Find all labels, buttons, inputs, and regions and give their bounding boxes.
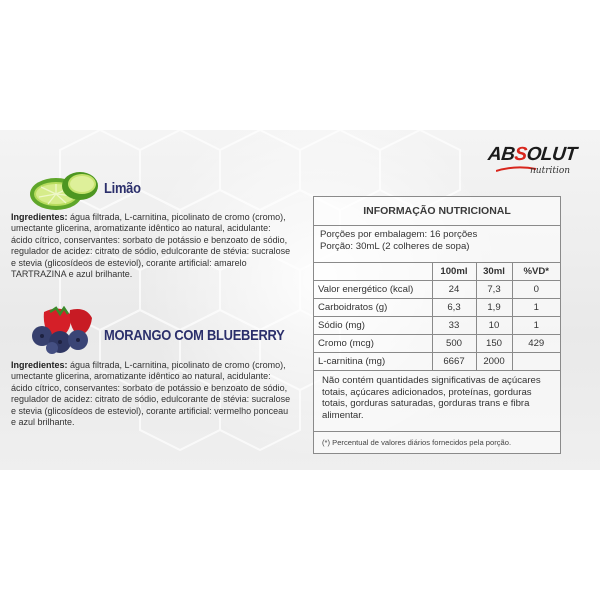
- value-30ml: 7,3: [476, 281, 512, 299]
- portion-size: Porção: 30mL (2 colheres de sopa): [320, 241, 470, 252]
- value-100ml: 6667: [432, 353, 476, 371]
- value-vd: 1: [512, 317, 560, 335]
- value-30ml: 2000: [476, 353, 512, 371]
- column-header: [314, 263, 432, 281]
- table-row: [314, 335, 560, 353]
- logo-subtext: nutrition: [530, 166, 571, 176]
- nutrition-title: INFORMAÇÃO NUTRICIONAL: [314, 197, 560, 226]
- ingredients-morango-blueberry: Ingredientes: água filtrada, L-carnitina, picolinato de cromo (cromo), umectante glicerina, aromatizante idêntico ao natural, acidulante: ácido cítrico, conservantes: sorbato de potássio e benzoato de sódio, regulador de acidez: citrato de sódio, edulcorante de stévia: sucralose e stevia (glicosídeos de esteviol), corante artificial: vermelho ponceau e azul brilhante.: [11, 360, 291, 428]
- daily-value-footnote: (*) Percentual de valores diários fornecidos pela porção.: [322, 438, 512, 447]
- column-header: %VD*: [512, 263, 560, 281]
- flavor-title-limao: Limão: [104, 180, 141, 197]
- column-header: 100ml: [432, 263, 476, 281]
- table-row: [314, 353, 560, 371]
- nutrient-name: Sódio (mg): [314, 317, 432, 335]
- nutrient-name: Cromo (mcg): [314, 335, 432, 353]
- value-30ml: 150: [476, 335, 512, 353]
- value-vd: 0: [512, 281, 560, 299]
- insignificant-amounts-note: Não contém quantidades significativas de açúcares totais, açúcares adicionados, proteínas, gorduras totais, gorduras saturadas, gorduras trans e fibra alimentar.: [314, 371, 560, 432]
- nutrient-name: Carboidratos (g): [314, 299, 432, 317]
- ingredients-limao: Ingredientes: água filtrada, L-carnitina, picolinato de cromo (cromo), umectante glicerina, aromatizante idêntico ao natural, acidulante: ácido cítrico, conservantes: sorbato de potássio e benzoato de sódio, regulador de acidez: citrato de sódio, edulcorante de stévia: sucralose e stevia (glicosídeos de esteviol), corante artificial: amarelo TARTRAZINA e azul brilhante.: [11, 212, 291, 280]
- value-30ml: 10: [476, 317, 512, 335]
- value-vd: [512, 353, 560, 371]
- column-header: 30ml: [476, 263, 512, 281]
- lime-fruit-icon: [26, 164, 102, 212]
- product-info-panel: [0, 130, 600, 470]
- flavor-title-morango-blueberry: MORANGO COM BLUEBERRY: [104, 327, 285, 344]
- value-100ml: 500: [432, 335, 476, 353]
- value-100ml: 24: [432, 281, 476, 299]
- value-vd: 429: [512, 335, 560, 353]
- nutrient-grid: [314, 263, 560, 371]
- serving-info: [314, 226, 560, 263]
- servings-per-package: Porções por embalagem: 16 porções: [320, 229, 478, 240]
- nutrition-facts-table: [313, 196, 561, 454]
- berries-fruit-icon: [30, 306, 96, 354]
- nutrient-name: L-carnitina (mg): [314, 353, 432, 371]
- table-row: [314, 299, 560, 317]
- logo-wordmark: ABSOLUT: [486, 144, 578, 165]
- value-30ml: 1,9: [476, 299, 512, 317]
- grid-header-row: [314, 263, 560, 281]
- value-100ml: 33: [432, 317, 476, 335]
- value-vd: 1: [512, 299, 560, 317]
- table-row: [314, 281, 560, 299]
- value-100ml: 6,3: [432, 299, 476, 317]
- nutrient-name: Valor energético (kcal): [314, 281, 432, 299]
- table-row: [314, 317, 560, 335]
- absolut-nutrition-logo: [488, 144, 588, 184]
